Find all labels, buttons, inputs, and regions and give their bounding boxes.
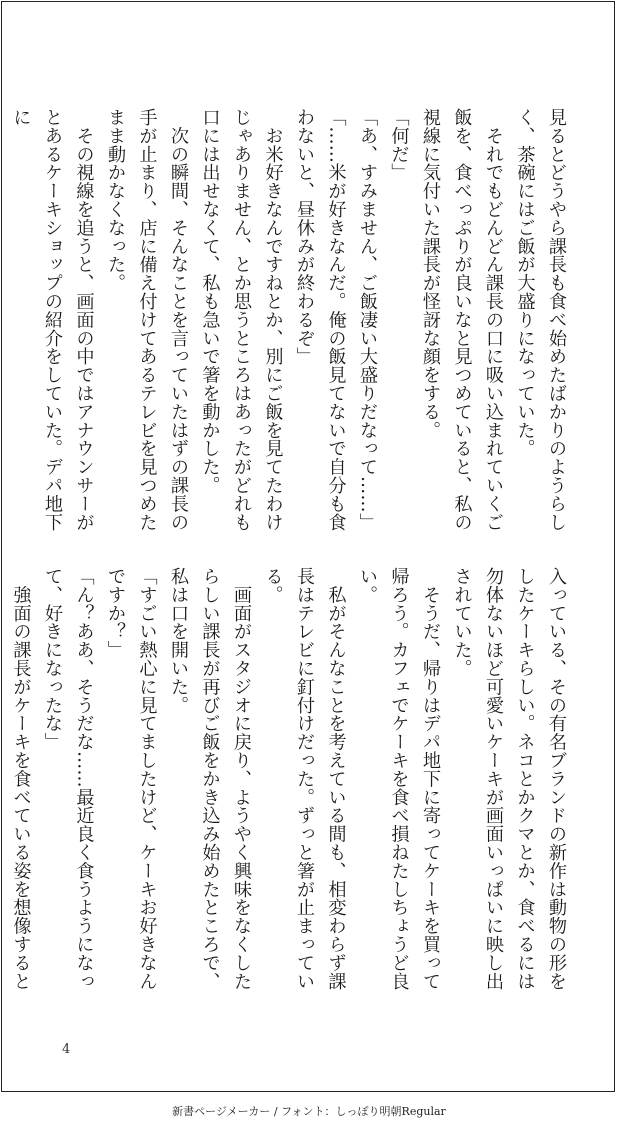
paragraph: 「すごい熱心に見てましたけど、ケーキお好きなんですか？」 <box>105 567 158 991</box>
paragraph: そうだ、帰りはデパ地下に寄ってケーキを買って帰ろう。カフェでケーキを食べ損ねたしちょうど良い。 <box>357 567 441 991</box>
lower-text-block <box>10 567 572 993</box>
upper-text-block <box>10 108 572 534</box>
paragraph: それでもどんどん課長の口に吸い込まれていくご飯を、食べっぷりが良いなと見つめていると、私の視線に気付いた課長が怪訝な顔をする。 <box>420 108 504 532</box>
footer-credit: 新書ページメーカー / フォント：しっぽり明朝Regular <box>172 1105 446 1118</box>
page-number: 4 <box>62 1042 71 1057</box>
paragraph: 「ん？ああ、そうだな……最近良く食うようになって、好きになったな」 <box>42 567 95 991</box>
paragraph: 入っている、その有名ブランドの新作は動物の形をしたケーキらしい。ネコとかクマとか、食べるには勿体ないほど可愛いケーキが画面いっぱいに映し出されていた。 <box>451 567 567 991</box>
paragraph: 見るとどうやら課長も食べ始めたばかりのようらしく、茶碗にはご飯が大盛りになっていた。 <box>514 108 567 532</box>
paragraph: 次の瞬間、そんなことを言っていたはずの課長の手が止まり、店に備え付けてあるテレビを見つめたまま動かなくなった。 <box>105 108 189 532</box>
paragraph: その視線を追うと、画面の中ではアナウンサーがとあるケーキショップの紹介をしていた。デパ地下に <box>10 108 95 532</box>
book-page <box>1 1 615 1092</box>
paragraph: 強面の課長がケーキを食べている姿を想像すると <box>10 585 32 991</box>
paragraph: 画面がスタジオに戻り、ようやく興味をなくしたらしい課長が再びご飯をかき込み始めたところで、私は口を開いた。 <box>168 567 252 991</box>
paragraph: 「何だ」 <box>388 108 410 182</box>
paragraph: お米好きなんですねとか、別にご飯を見てたわけじゃありません、とか思うところはあったがどれも口には出せなくて、私も急いで箸を動かした。 <box>199 108 284 532</box>
paragraph: 「あ、すみません、ご飯凄い大盛りだなって……」 <box>357 108 378 532</box>
paragraph: 「……米が好きなんだ。俺の飯見てないで自分も食わないと、昼休みが終わるぞ」 <box>294 108 347 532</box>
paragraph: 私がそんなことを考えている間も、相変わらず課長はテレビに釘付けだった。ずっと箸が止まっている。 <box>262 567 347 991</box>
